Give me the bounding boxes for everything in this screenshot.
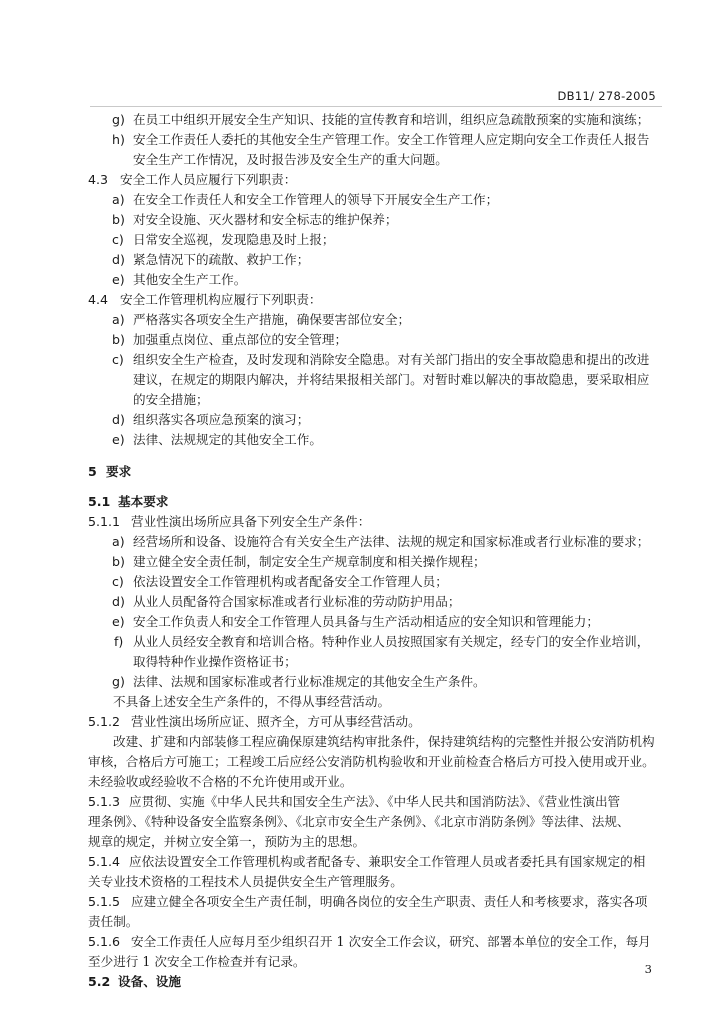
paragraph-text: 改建、扩建和内部装修工程应确保原建筑结构审批条件，保持建筑结构的完整性并报公安消防机构 [113,734,655,749]
paragraph-text-continued: 审核，合格后方可施工；工程竣工后应经公安消防机构验收和开业前检查合格后方可投入使用或开业。 [88,754,655,769]
clause-number: 4.4 [88,292,109,307]
item-text: 安全工作负责人和安全工作管理人员具备与生产活动相适应的安全知识和管理能力； [133,614,599,629]
clause-title: 基本要求 [118,494,169,509]
item-text-continued: 的安全措施； [133,392,209,407]
clause-text: 安全工作管理机构应履行下列职责： [120,292,322,307]
item-marker: e) [112,614,125,629]
item-marker: h) [112,132,125,147]
clause-text-continued: 关专业技术资格的工程技术人员提供安全生产管理服务。 [88,874,403,889]
clause-text: 安全工作责任人应每月至少组织召开 1 次安全工作会议，研究、部署本单位的安全工作，每月 [131,934,651,949]
paragraph-text-continued: 未经验收或经验收不合格的不允许使用或开业。 [88,774,353,789]
item-marker: f) [114,634,124,649]
clause-text: 营业性演出场所应具备下列安全生产条件： [131,514,371,529]
item-text: 严格落实各项安全生产措施，确保要害部位安全； [133,312,411,327]
page-number: 3 [644,962,652,976]
item-text: 建立健全安全责任制，制定安全生产规章制度和相关操作规程； [133,554,486,569]
clause-text: 应建立健全各项安全生产责任制，明确各岗位的安全生产职责、责任人和考核要求，落实各项 [131,894,648,909]
clause-text-continued: 规章的规定，并树立安全第一，预防为主的思想。 [88,834,366,849]
item-text: 组织安全生产检查，及时发现和消除安全隐患。对有关部门指出的安全事故隐患和提出的改进 [133,352,650,367]
item-marker: a) [112,534,125,549]
clause-text: 应依法设置安全工作管理机构或者配备专、兼职安全工作管理人员或者委托具有国家规定的相 [129,854,646,869]
item-text: 从业人员经安全教育和培训合格。特种作业人员按照国家有关规定，经专门的安全作业培训， [133,634,650,649]
chapter-title: 要求 [106,464,132,479]
item-marker: c) [112,352,124,367]
item-text: 在员工中组织开展安全生产知识、技能的宣传教育和培训，组织应急疏散预案的实施和演练； [133,112,650,127]
clause-number: 5.1 [88,494,111,509]
item-text: 加强重点岗位、重点部位的安全管理； [133,332,348,347]
item-text: 法律、法规规定的其他安全工作。 [133,432,322,447]
item-text: 其他安全生产工作。 [133,272,247,287]
item-text: 从业人员配备符合国家标准或者行业标准的劳动防护用品； [133,594,461,609]
chapter-number: 5 [88,464,97,479]
header-divider [90,106,662,107]
item-text-continued: 建议，在规定的期限内解决，并将结果报相关部门。对暂时难以解决的事故隐患，要采取相应 [133,372,650,387]
clause-text: 应贯彻、实施《中华人民共和国安全生产法》、《中华人民共和国消防法》、《营业性演出管 [129,794,621,809]
item-marker: d) [112,594,125,609]
clause-number: 5.1.4 [88,854,121,869]
clause-text-continued: 理条例》、《特种设备安全监察条例》、《北京市安全生产条例》、《北京市消防条例》等法律、法规、 [88,814,630,829]
clause-number: 4.3 [88,172,109,187]
clause-text: 营业性演出场所应证、照齐全，方可从事经营活动。 [131,714,421,729]
clause-number: 5.1.3 [88,794,121,809]
clause-number: 5.1.5 [88,894,121,909]
item-text-continued: 取得特种作业操作资格证书； [133,654,297,669]
clause-title: 设备、设施 [118,974,181,989]
item-marker: a) [112,312,125,327]
item-text: 组织落实各项应急预案的演习； [133,412,310,427]
clause-text-continued: 至少进行 1 次安全工作检查并有记录。 [88,954,306,969]
item-text-continued: 安全生产工作情况，及时报告涉及安全生产的重大问题。 [133,152,448,167]
item-text: 安全工作责任人委托的其他安全生产管理工作。安全工作管理人应定期向安全工作责任人报告 [133,132,650,147]
item-marker: c) [112,232,124,247]
clause-text-continued: 责任制。 [88,914,139,929]
clause-text: 安全工作人员应履行下列职责： [120,172,297,187]
item-text: 法律、法规和国家标准或者行业标准规定的其他安全生产条件。 [133,674,486,689]
item-marker: e) [112,432,125,447]
item-marker: c) [112,574,124,589]
item-marker: b) [112,212,125,227]
item-marker: a) [112,192,125,207]
clause-number: 5.1.2 [88,714,121,729]
clause-number: 5.2 [88,974,111,989]
item-marker: e) [112,272,125,287]
clause-number: 5.1.6 [88,934,121,949]
item-marker: g) [112,112,125,127]
item-text: 日常安全巡视，发现隐患及时上报； [133,232,335,247]
item-marker: d) [112,412,125,427]
item-text: 在安全工作责任人和安全工作管理人的领导下开展安全生产工作； [133,192,499,207]
item-marker: d) [112,252,125,267]
item-marker: b) [112,332,125,347]
paragraph-text: 不具备上述安全生产条件的，不得从事经营活动。 [113,694,391,709]
item-text: 依法设置安全工作管理机构或者配备安全工作管理人员； [133,574,448,589]
item-marker: g) [112,674,125,689]
document-code: DB11/ 278-2005 [557,89,656,103]
item-text: 对安全设施、灭火器材和安全标志的维护保养； [133,212,398,227]
clause-number: 5.1.1 [88,514,121,529]
item-marker: b) [112,554,125,569]
item-text: 紧急情况下的疏散、救护工作； [133,252,310,267]
item-text: 经营场所和设备、设施符合有关安全生产法律、法规的规定和国家标准或者行业标准的要求； [133,534,650,549]
